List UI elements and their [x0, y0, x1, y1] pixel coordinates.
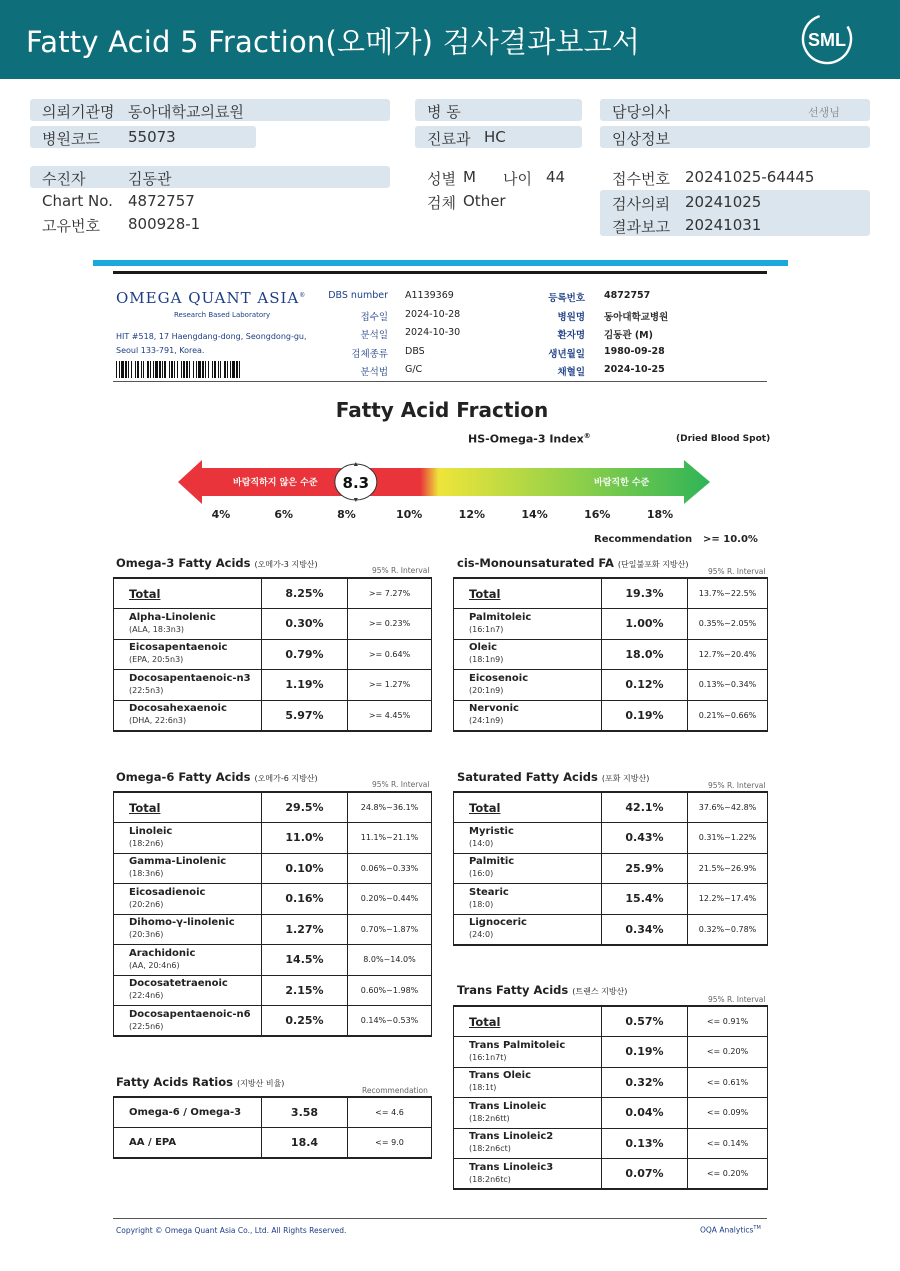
reference-range: <= 0.20%: [688, 1037, 768, 1068]
table-row: [454, 700, 768, 731]
reference-range: <= 4.6: [348, 1097, 432, 1128]
meta-label: 생년월일: [548, 348, 585, 360]
result-value: 3.58: [262, 1097, 348, 1128]
omega6-title: Omega-6 Fatty Acids (오메가-6 지방산): [116, 770, 318, 784]
fatty-acid-name: Docosapentaenoic-n6 (22:5n6): [114, 1006, 262, 1037]
page-title: Fatty Acid 5 Fraction(오메가) 검사결과보고서: [26, 25, 641, 59]
fatty-acid-name: Eicosadienoic (20:2n6): [114, 884, 262, 915]
fatty-acid-name: Trans Palmitoleic (16:1n7t): [454, 1037, 602, 1068]
result-value: 1.19%: [262, 670, 348, 701]
scale-tick-label: 10%: [395, 508, 423, 521]
fatty-acid-name: Palmitoleic (16:1n7): [454, 609, 602, 640]
table-row: [454, 609, 768, 640]
reference-range: 0.32%~0.78%: [688, 914, 768, 945]
fatty-acid-name: Dihomo-γ-linolenic (20:3n6): [114, 914, 262, 945]
result-value: 0.43%: [602, 823, 688, 854]
fatty-acid-name: Nervonic (24:1n9): [454, 700, 602, 731]
meta-label: 병원명: [557, 311, 585, 323]
fatty-acid-name: Palmitic (16:0): [454, 853, 602, 884]
meta-value: 4872757: [604, 290, 651, 301]
recommendation-label: Recommendation: [594, 534, 693, 545]
result-value: 0.79%: [262, 639, 348, 670]
meta-value: 2024-10-25: [604, 364, 665, 375]
table-row: [454, 1006, 768, 1037]
result-value: 11.0%: [262, 823, 348, 854]
reference-range: <= 0.14%: [688, 1128, 768, 1159]
meta-value: 김동관 (M): [604, 330, 653, 341]
report-top-rule: [113, 271, 767, 274]
interval-label: 95% R. Interval: [372, 566, 430, 575]
result-value: 18.0%: [602, 639, 688, 670]
table-row: [454, 1159, 768, 1190]
table-row: [454, 823, 768, 854]
reference-range: 12.7%~20.4%: [688, 639, 768, 670]
fatty-acid-name: Linoleic (18:2n6): [114, 823, 262, 854]
result-value: 0.57%: [602, 1006, 688, 1037]
table-row: [114, 670, 432, 701]
scale-tick-label: 16%: [584, 508, 611, 521]
meta-label: DBS number: [328, 290, 388, 301]
table-row: [454, 914, 768, 945]
result-value: 29.5%: [262, 792, 348, 823]
meta-value: 2024-10-28: [405, 308, 461, 320]
index-value: 8.3: [342, 474, 370, 492]
table-row: [454, 639, 768, 670]
lab-address: HIT #518, 17 Haengdang-dong, Seongdong-gu, Seoul 133-791, Korea.: [116, 332, 307, 355]
fatty-acid-name: Gamma-Linolenic (18:3n6): [114, 853, 262, 884]
sfa-title: Saturated Fatty Acids (포화 지방산): [457, 770, 650, 784]
result-value: 20241031: [685, 216, 762, 234]
scale-tick-label: 6%: [274, 508, 294, 521]
result-value: 0.32%: [602, 1067, 688, 1098]
fatty-acid-name: Trans Oleic (18:1t): [454, 1067, 602, 1098]
meta-value: 1980-09-28: [604, 345, 665, 357]
fatty-acid-name: Eicosapentaenoic (EPA, 20:5n3): [114, 639, 262, 670]
reference-range: 24.8%~36.1%: [348, 792, 432, 823]
omega6-table: [113, 791, 432, 1037]
uid-value: 800928-1: [128, 215, 201, 233]
interval-label: 95% R. Interval: [708, 995, 766, 1004]
result-value: 0.10%: [262, 853, 348, 884]
reference-range: 21.5%~26.9%: [688, 853, 768, 884]
table-row: [114, 853, 432, 884]
result-value: 0.25%: [262, 1006, 348, 1037]
table-row: [454, 578, 768, 609]
reference-range: >= 4.45%: [348, 700, 432, 731]
fatty-acid-name: Docosatetraenoic (22:4n6): [114, 975, 262, 1006]
fatty-acid-name: Alpha-Linolenic (ALA, 18:3n3): [114, 609, 262, 640]
reference-range: <= 0.20%: [688, 1159, 768, 1190]
good-level-label: 바람직한 수준: [594, 478, 650, 488]
reference-range: 8.0%~14.0%: [348, 945, 432, 976]
result-value: 0.34%: [602, 914, 688, 945]
fatty-acid-name: Oleic (18:1n9): [454, 639, 602, 670]
meta-label: 환자명: [557, 330, 585, 341]
result-value: 42.1%: [602, 792, 688, 823]
result-value: 0.19%: [602, 1037, 688, 1068]
hospital-code-value: 55073: [128, 128, 176, 146]
table-row: [114, 1006, 432, 1037]
reference-range: 0.21%~0.66%: [688, 700, 768, 731]
fatty-acid-name: Trans Linoleic (18:2n6tt): [454, 1098, 602, 1129]
meta-label: 검체종류: [351, 348, 388, 360]
table-row: [114, 884, 432, 915]
result-value: 8.25%: [262, 578, 348, 609]
fatty-acid-name: Total: [454, 792, 602, 823]
request-value: 20241025: [685, 193, 762, 211]
table-row: [114, 1128, 432, 1159]
patient-name-value: 김동관: [128, 170, 172, 188]
report-title: Fatty Acid Fraction: [335, 398, 549, 422]
result-value: 0.19%: [602, 700, 688, 731]
meta-label: 분석법: [360, 367, 388, 378]
meta-label: 등록번호: [548, 293, 585, 304]
mufa-title: cis-Monounsaturated FA (단일불포화 지방산): [457, 556, 689, 570]
result-value: 1.00%: [602, 609, 688, 640]
meta-value: A1139369: [405, 290, 454, 301]
sfa-table: [453, 791, 768, 946]
trans-title: Trans Fatty Acids (트랜스 지방산): [457, 983, 628, 997]
scale-tick-label: 14%: [521, 508, 548, 521]
table-row: [114, 639, 432, 670]
result-value: 0.30%: [262, 609, 348, 640]
fatty-acid-name: Trans Linoleic2 (18:2n6ct): [454, 1128, 602, 1159]
sex-value: M: [463, 168, 476, 186]
reception-value: 20241025-64445: [685, 168, 815, 186]
reference-range: 0.35%~2.05%: [688, 609, 768, 640]
meta-value: 동아대학교병원: [604, 311, 669, 323]
result-value: 0.04%: [602, 1098, 688, 1129]
divider-bar: [93, 260, 788, 266]
fatty-acid-name: AA / EPA: [114, 1128, 262, 1159]
reference-range: 0.13%~0.34%: [688, 670, 768, 701]
fatty-acid-name: Stearic (18:0): [454, 884, 602, 915]
reference-range: 0.14%~0.53%: [348, 1006, 432, 1037]
scale-tick-label: 18%: [646, 508, 674, 521]
result-value: 14.5%: [262, 945, 348, 976]
fatty-acid-name: Trans Linoleic3 (18:2n6tc): [454, 1159, 602, 1190]
table-row: [454, 1098, 768, 1129]
result-value: 0.12%: [602, 670, 688, 701]
reference-range: 0.20%~0.44%: [348, 884, 432, 915]
table-row: [454, 1067, 768, 1098]
meta-label: 채혈일: [557, 367, 585, 378]
reference-range: 0.06%~0.33%: [348, 853, 432, 884]
table-row: [114, 945, 432, 976]
reference-range: 37.6%~42.8%: [688, 792, 768, 823]
logo-text: SML: [808, 30, 846, 50]
meta-value: DBS: [405, 345, 425, 357]
result-value: 15.4%: [602, 884, 688, 915]
fatty-acid-name: Total: [454, 578, 602, 609]
table-row: [114, 823, 432, 854]
interval-label: 95% R. Interval: [372, 780, 430, 789]
age-value: 44: [546, 168, 566, 186]
department-value: HC: [484, 128, 506, 146]
table-row: [454, 884, 768, 915]
fatty-acid-name: Lignoceric (24:0): [454, 914, 602, 945]
header-bar: [0, 0, 900, 79]
reference-range: 13.7%~22.5%: [688, 578, 768, 609]
scale-tick-label: 4%: [211, 508, 231, 521]
reference-range: >= 0.23%: [348, 609, 432, 640]
table-row: [454, 1037, 768, 1068]
fatty-acid-name: Docosapentaenoic-n3 (22:5n3): [114, 670, 262, 701]
meta-value: G/C: [405, 364, 423, 375]
table-row: [114, 792, 432, 823]
report-header-rule: [113, 381, 767, 382]
lab-subtitle: Research Based Laboratory: [174, 311, 271, 319]
table-row: [114, 975, 432, 1006]
doctor-suffix: 선생님: [808, 106, 840, 119]
table-row: [454, 670, 768, 701]
table-row: [454, 1128, 768, 1159]
table-row: [114, 578, 432, 609]
reference-range: 12.2%~17.4%: [688, 884, 768, 915]
table-row: [114, 700, 432, 731]
result-value: 0.13%: [602, 1128, 688, 1159]
trans-table: [453, 1005, 768, 1190]
lab-name: OMEGA QUANT ASIA®: [116, 289, 307, 307]
scale-tick-label: 8%: [337, 508, 356, 521]
result-value: 0.07%: [602, 1159, 688, 1190]
specimen-value: Other: [463, 192, 506, 210]
table-row: [454, 853, 768, 884]
chart-value: 4872757: [128, 192, 195, 210]
ratios-title: Fatty Acids Ratios (지방산 비율): [116, 1075, 285, 1089]
scale-tick-label: 12%: [458, 508, 486, 521]
meta-label: 접수일: [360, 311, 388, 323]
fatty-acid-name: Docosahexaenoic (DHA, 22:6n3): [114, 700, 262, 731]
reference-range: 0.70%~1.87%: [348, 914, 432, 945]
reference-range: >= 0.64%: [348, 639, 432, 670]
interval-label: 95% R. Interval: [708, 567, 766, 576]
omega3-index-scale: [176, 458, 712, 506]
copyright: Copyright © Omega Quant Asia Co., Ltd. All Rights Reserved.: [116, 1226, 347, 1235]
meta-value: 2024-10-30: [405, 327, 461, 338]
reference-range: 0.31%~1.22%: [688, 823, 768, 854]
recommendation-value: >= 10.0%: [703, 534, 758, 545]
institution-value: 동아대학교의료원: [128, 103, 244, 121]
fatty-acid-name: Total: [114, 578, 262, 609]
interval-label: 95% R. Interval: [708, 781, 766, 790]
reference-range: <= 0.91%: [688, 1006, 768, 1037]
reference-range: 0.60%~1.98%: [348, 975, 432, 1006]
reference-range: <= 0.09%: [688, 1098, 768, 1129]
result-value: 5.97%: [262, 700, 348, 731]
fatty-acid-name: Total: [454, 1006, 602, 1037]
fatty-acid-name: Arachidonic (AA, 20:4n6): [114, 945, 262, 976]
result-value: 18.4: [262, 1128, 348, 1159]
meta-label: 분석일: [360, 330, 388, 341]
reference-range: >= 1.27%: [348, 670, 432, 701]
fatty-acid-name: Myristic (14:0): [454, 823, 602, 854]
result-value: 1.27%: [262, 914, 348, 945]
table-row: [114, 1097, 432, 1128]
result-value: 2.15%: [262, 975, 348, 1006]
result-value: 19.3%: [602, 578, 688, 609]
bad-level-label: 바람직하지 않은 수준: [233, 478, 318, 488]
table-row: [114, 914, 432, 945]
fatty-acid-name: Eicosenoic (20:1n9): [454, 670, 602, 701]
mufa-table: [453, 577, 768, 732]
sml-logo: [800, 12, 854, 66]
reference-range: <= 0.61%: [688, 1067, 768, 1098]
dried-blood-spot-label: (Dried Blood Spot): [676, 434, 771, 444]
oqa-analytics: OQA Analytics™: [700, 1225, 761, 1235]
ratio-recommendation-label: Recommendation: [362, 1086, 428, 1095]
fatty-acid-name: Total: [114, 792, 262, 823]
omega3-title: Omega-3 Fatty Acids (오메가-3 지방산): [116, 556, 318, 570]
omega3-table: [113, 577, 432, 732]
table-row: [454, 792, 768, 823]
result-value: 25.9%: [602, 853, 688, 884]
barcode: [116, 361, 240, 378]
reference-range: 11.1%~21.1%: [348, 823, 432, 854]
table-row: [114, 609, 432, 640]
ratios-table: [113, 1096, 432, 1159]
footer-rule: [113, 1218, 767, 1219]
index-title: HS-Omega-3 Index®: [468, 432, 591, 446]
reference-range: <= 9.0: [348, 1128, 432, 1159]
fatty-acid-name: Omega-6 / Omega-3: [114, 1097, 262, 1128]
result-value: 0.16%: [262, 884, 348, 915]
reference-range: >= 7.27%: [348, 578, 432, 609]
